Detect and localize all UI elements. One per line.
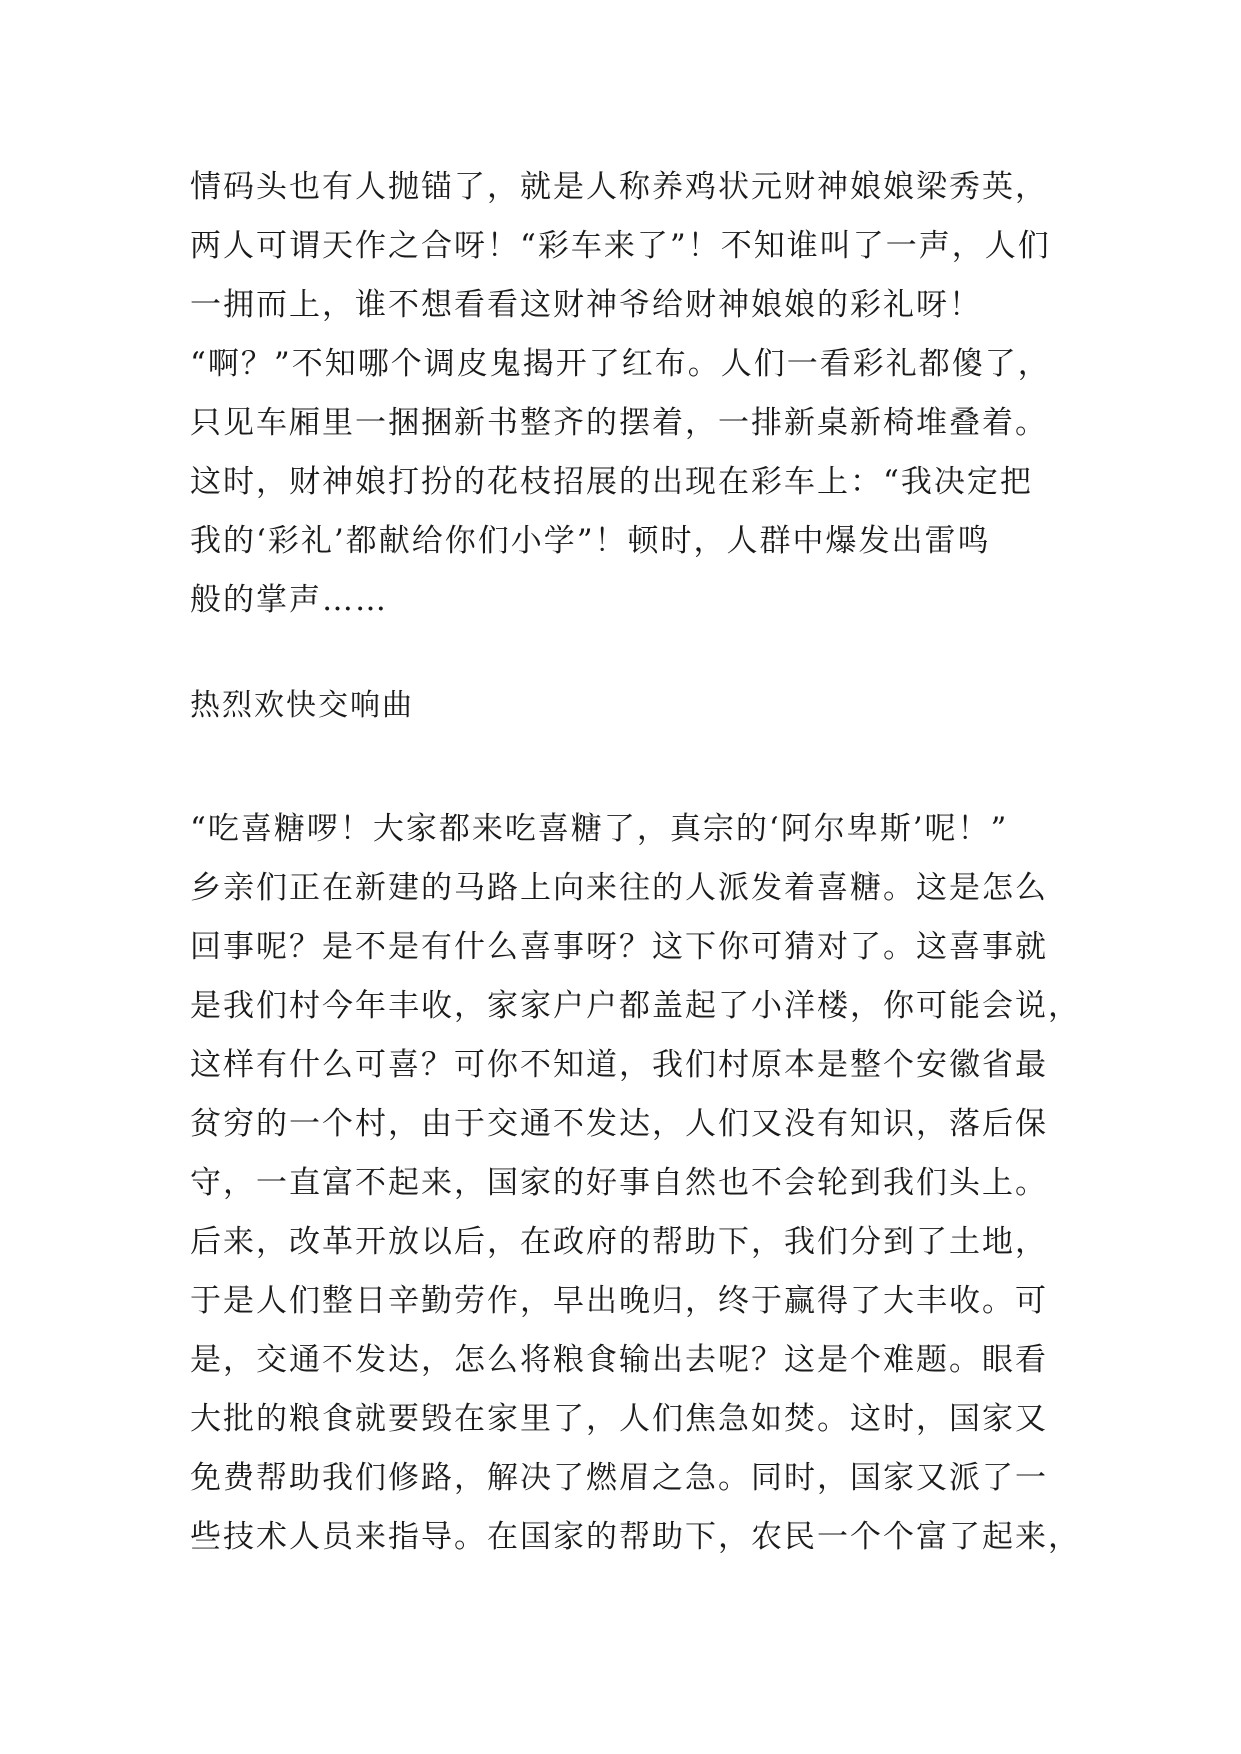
paragraph-line: 乡亲们正在新建的马路上向来往的人派发着喜糖。这是怎么 <box>190 870 1048 906</box>
paragraph-line: 是我们村今年丰收，家家户户都盖起了小洋楼，你可能会说， <box>190 988 1081 1024</box>
paragraph-line: “啊？”不知哪个调皮鬼揭开了红布。人们一看彩礼都傻了， <box>190 346 1051 382</box>
paragraph-line: 后来，改革开放以后，在政府的帮助下，我们分到了土地， <box>190 1224 1048 1260</box>
paragraph-line: 般的掌声…… <box>190 582 388 618</box>
paragraph-line: 回事呢？是不是有什么喜事呀？这下你可猜对了。这喜事就 <box>190 929 1048 965</box>
section-heading: 热烈欢快交响曲 <box>190 688 414 723</box>
paragraph-line: 这时，财神娘打扮的花枝招展的出现在彩车上：“我决定把 <box>190 464 1033 500</box>
paragraph-line: 大批的粮食就要毁在家里了，人们焦急如焚。这时，国家又 <box>190 1401 1048 1437</box>
paragraph-line: 于是人们整日辛勤劳作，早出晚归，终于赢得了大丰收。可 <box>190 1283 1048 1319</box>
paragraph-line: 贫穷的一个村，由于交通不发达，人们又没有知识，落后保 <box>190 1106 1048 1142</box>
paragraph-line: “吃喜糖啰！大家都来吃喜糖了，真宗的‘阿尔卑斯’呢！” <box>190 811 1009 847</box>
paragraph-line: 一拥而上，谁不想看看这财神爷给财神娘娘的彩礼呀！ <box>190 287 982 323</box>
paragraph-line: 是，交通不发达，怎么将粮食输出去呢？这是个难题。眼看 <box>190 1342 1048 1378</box>
paragraph-line: 免费帮助我们修路，解决了燃眉之急。同时，国家又派了一 <box>190 1460 1048 1496</box>
paragraph-1 <box>190 158 1070 630</box>
paragraph-line: 两人可谓天作之合呀！“彩车来了”！不知谁叫了一声，人们 <box>190 228 1051 264</box>
paragraph-line: 我的‘彩礼’都献给你们小学”！顿时，人群中爆发出雷鸣 <box>190 523 991 559</box>
paragraph-line: 些技术人员来指导。在国家的帮助下，农民一个个富了起来， <box>190 1519 1081 1555</box>
paragraph-line: 情码头也有人抛锚了，就是人称养鸡状元财神娘娘梁秀英， <box>190 169 1048 205</box>
paragraph-2 <box>190 800 1081 1567</box>
paragraph-line: 守，一直富不起来，国家的好事自然也不会轮到我们头上。 <box>190 1165 1048 1201</box>
paragraph-line: 这样有什么可喜？可你不知道，我们村原本是整个安徽省最 <box>190 1047 1048 1083</box>
paragraph-line: 只见车厢里一捆捆新书整齐的摆着，一排新桌新椅堆叠着。 <box>190 405 1048 441</box>
